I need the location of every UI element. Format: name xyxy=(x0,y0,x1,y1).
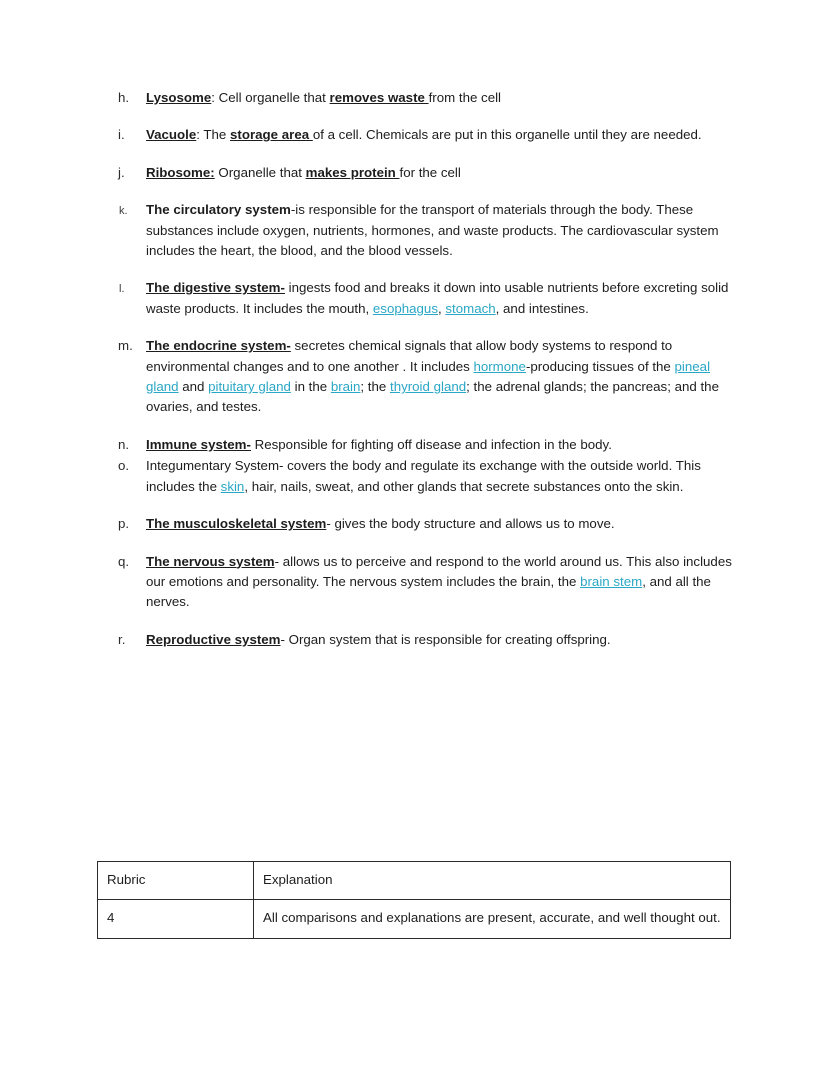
list-marker: k. xyxy=(119,205,128,218)
list-item xyxy=(97,125,737,145)
list-item xyxy=(97,435,737,455)
list-marker: l. xyxy=(119,283,125,296)
emphasis-text: storage area xyxy=(230,127,313,143)
link-skin[interactable]: skin xyxy=(220,478,245,494)
term-label: Vacuole xyxy=(146,127,197,143)
list-marker: p. xyxy=(118,516,130,532)
item-text: secretes chemical signals that allow body systems to respond to environmental changes and to one another . It includes xyxy=(146,338,673,374)
list-marker: n. xyxy=(118,436,130,452)
rubric-table xyxy=(97,861,731,939)
item-text: -is responsible for the transport of materials through the body. These substances include oxygen, nutrients, hormones, and waste products. The cardiovascular system includes the heart, the blood, and the blood vessels. xyxy=(146,202,719,259)
list-marker: o. xyxy=(118,458,130,474)
table-row xyxy=(98,900,731,938)
list-marker: r. xyxy=(118,631,126,647)
table-cell-score: 4 xyxy=(98,900,254,938)
list-marker: m. xyxy=(118,338,133,354)
term-label: Ribosome: xyxy=(146,164,215,180)
item-text-cont-3: in the xyxy=(290,379,331,395)
item-text: ingests food and breaks it down into usable nutrients before excreting solid waste products. It includes the mouth, xyxy=(146,280,729,316)
item-text-cont: , hair, nails, sweat, and other glands that secrete substances onto the skin. xyxy=(244,478,684,494)
link-stomach[interactable]: stomach xyxy=(445,300,496,316)
item-text-cont-4: ; the xyxy=(360,379,390,395)
list-marker: i. xyxy=(118,127,125,143)
list-item xyxy=(97,630,737,650)
list-item xyxy=(97,88,737,108)
list-marker: q. xyxy=(118,553,130,569)
link-brain[interactable]: brain xyxy=(330,379,361,395)
list-item xyxy=(97,514,737,534)
list-item xyxy=(97,163,737,183)
link-pituitary-gland[interactable]: pituitary gland xyxy=(208,379,291,395)
item-text-cont: for the cell xyxy=(399,164,461,180)
definition-list xyxy=(97,88,737,667)
item-text-cont: from the cell xyxy=(428,90,502,105)
table-header-row xyxy=(98,862,731,900)
item-text-cont: of a cell. Chemicals are put in this organelle until they are needed. xyxy=(312,127,702,143)
link-thyroid-gland[interactable]: thyroid gland xyxy=(390,379,467,395)
item-text-cont: , and all the nerves. xyxy=(146,573,711,610)
item-text: - allows us to perceive and respond to the world around us. This also includes our emotions and personality. The nervous system includes the brain, the xyxy=(146,553,732,589)
list-marker: h. xyxy=(118,90,130,105)
link-brain-stem[interactable]: brain stem xyxy=(580,573,643,589)
item-text-cont-2: , and intestines. xyxy=(495,300,589,316)
item-text-cont: -producing tissues of the xyxy=(525,358,675,374)
term-label: Reproductive system xyxy=(146,631,281,647)
item-text: - Organ system that is responsible for creating offspring. xyxy=(280,631,611,647)
term-label: Immune system- xyxy=(146,436,251,452)
term-label: Integumentary System- xyxy=(146,458,284,474)
list-item xyxy=(97,200,737,261)
list-item xyxy=(97,278,737,319)
table-header-rubric: Rubric xyxy=(98,862,254,900)
term-label: The circulatory system xyxy=(146,202,291,218)
term-label: The musculoskeletal system xyxy=(146,516,327,532)
list-item xyxy=(97,552,737,613)
term-label: The endocrine system- xyxy=(146,338,291,354)
emphasis-text: makes protein xyxy=(305,164,400,180)
item-text: Organelle that xyxy=(214,164,306,180)
term-label: The digestive system- xyxy=(146,280,285,296)
term-label: The nervous system xyxy=(146,553,275,569)
link-pineal-gland[interactable]: pineal gland xyxy=(146,358,711,395)
emphasis-text: removes waste xyxy=(329,90,429,105)
item-text: Responsible for fighting off disease and infection in the body. xyxy=(250,436,612,452)
term-label: Lysosome xyxy=(146,90,212,105)
item-text-cont-2: and xyxy=(178,379,209,395)
item-text: covers the body and regulate its exchange with the outside world. This includes the xyxy=(146,458,701,494)
list-marker: j. xyxy=(118,164,125,180)
item-text: - gives the body structure and allows us to move. xyxy=(326,516,615,532)
item-text-cont: , xyxy=(437,300,446,316)
item-text: : Cell organelle that xyxy=(211,90,330,105)
link-esophagus[interactable]: esophagus xyxy=(372,300,438,316)
list-item xyxy=(97,456,737,497)
list-item xyxy=(97,336,737,418)
link-hormone[interactable]: hormone xyxy=(473,358,526,374)
table-header-explanation: Explanation xyxy=(254,862,731,900)
item-text-cont-5: ; the adrenal glands; the pancreas; and the ovaries, and testes. xyxy=(146,379,719,415)
table-cell-explanation: All comparisons and explanations are present, accurate, and well thought out. xyxy=(254,900,731,938)
item-text: : The xyxy=(196,127,231,143)
